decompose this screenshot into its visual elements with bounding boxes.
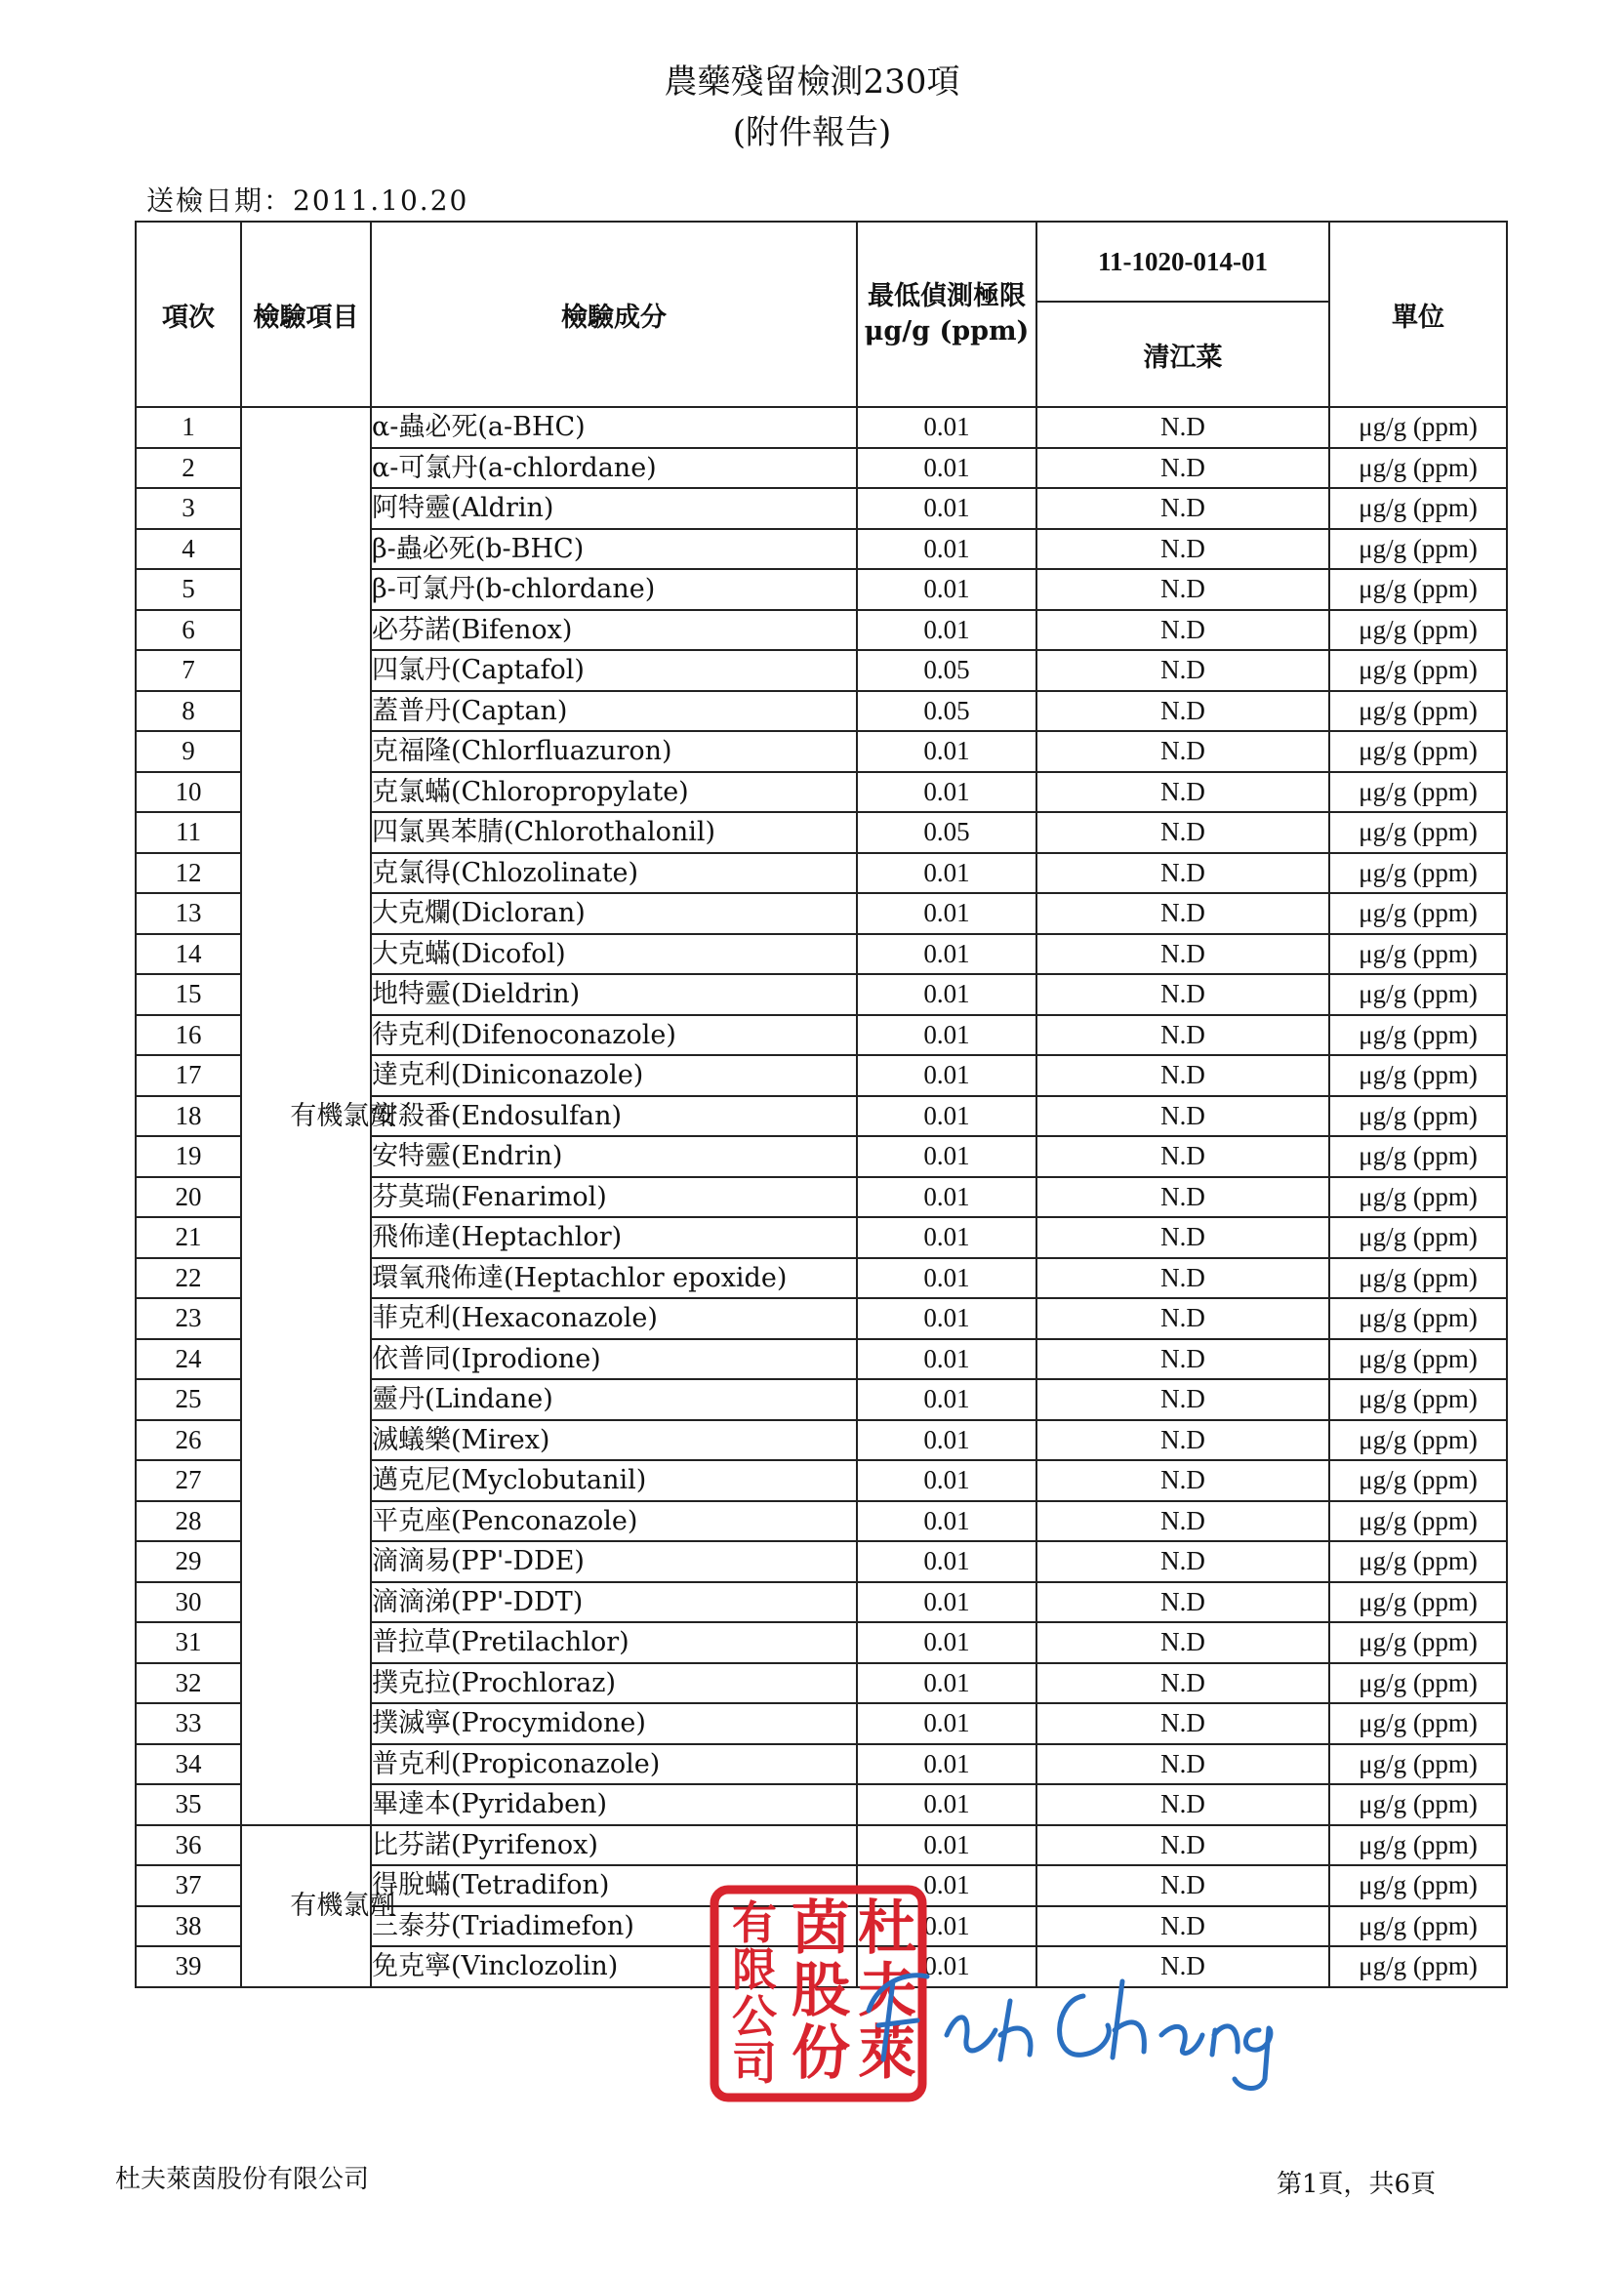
- row-component: 免克寧(Vinclozolin): [371, 1946, 857, 1987]
- row-lod: 0.01: [857, 934, 1036, 975]
- row-component: 滴滴易(PP'-DDE): [371, 1541, 857, 1582]
- row-unit: μg/g (ppm): [1329, 1420, 1507, 1461]
- row-item-no: 21: [136, 1217, 241, 1258]
- row-unit: μg/g (ppm): [1329, 407, 1507, 448]
- row-result: N.D: [1036, 488, 1329, 529]
- row-unit: μg/g (ppm): [1329, 893, 1507, 934]
- row-unit: μg/g (ppm): [1329, 1784, 1507, 1825]
- row-result: N.D: [1036, 610, 1329, 651]
- row-result: N.D: [1036, 1501, 1329, 1542]
- row-unit: μg/g (ppm): [1329, 1501, 1507, 1542]
- row-item-no: 35: [136, 1784, 241, 1825]
- row-unit: μg/g (ppm): [1329, 1825, 1507, 1866]
- header-lod: [857, 222, 1036, 407]
- svg-text:萊: 萊: [858, 2019, 916, 2088]
- report-subtitle: (附件報告): [732, 113, 892, 152]
- row-result: N.D: [1036, 1055, 1329, 1096]
- row-component: 平克座(Penconazole): [371, 1501, 857, 1542]
- row-item-no: 18: [136, 1096, 241, 1137]
- row-unit: μg/g (ppm): [1329, 1136, 1507, 1177]
- row-result: N.D: [1036, 1420, 1329, 1461]
- row-component: 飛佈達(Heptachlor): [371, 1217, 857, 1258]
- row-component: 阿特靈(Aldrin): [371, 488, 857, 529]
- row-component: 克氯得(Chlozolinate): [371, 853, 857, 894]
- row-item-no: 27: [136, 1460, 241, 1501]
- row-unit: μg/g (ppm): [1329, 569, 1507, 610]
- row-item-no: 1: [136, 407, 241, 448]
- row-result: N.D: [1036, 812, 1329, 853]
- row-item-no: 3: [136, 488, 241, 529]
- row-lod: 0.01: [857, 1582, 1036, 1623]
- row-item-no: 14: [136, 934, 241, 975]
- svg-text:杜: 杜: [858, 1895, 916, 1963]
- row-item-no: 6: [136, 610, 241, 651]
- row-unit: μg/g (ppm): [1329, 448, 1507, 489]
- row-result: N.D: [1036, 1339, 1329, 1380]
- row-lod: 0.05: [857, 812, 1036, 853]
- row-unit: μg/g (ppm): [1329, 1339, 1507, 1380]
- row-component: 靈丹(Lindane): [371, 1379, 857, 1420]
- row-item-no: 37: [136, 1865, 241, 1906]
- row-component: 環氧飛佈達(Heptachlor epoxide): [371, 1258, 857, 1299]
- row-lod: 0.01: [857, 529, 1036, 570]
- row-unit: μg/g (ppm): [1329, 853, 1507, 894]
- row-lod: 0.01: [857, 772, 1036, 813]
- row-result: N.D: [1036, 1096, 1329, 1137]
- row-unit: μg/g (ppm): [1329, 1096, 1507, 1137]
- row-component: 滴滴涕(PP'-DDT): [371, 1582, 857, 1623]
- row-lod: 0.01: [857, 893, 1036, 934]
- table-row: [136, 1825, 1507, 1866]
- svg-text:份: 份: [792, 2019, 850, 2088]
- row-unit: μg/g (ppm): [1329, 1946, 1507, 1987]
- row-result: N.D: [1036, 1379, 1329, 1420]
- row-item-no: 34: [136, 1744, 241, 1785]
- row-lod: 0.01: [857, 1379, 1036, 1420]
- row-component: 邁克尼(Myclobutanil): [371, 1460, 857, 1501]
- row-lod: 0.01: [857, 1906, 1036, 1947]
- row-unit: μg/g (ppm): [1329, 974, 1507, 1015]
- row-lod: 0.01: [857, 853, 1036, 894]
- row-result: N.D: [1036, 529, 1329, 570]
- row-unit: μg/g (ppm): [1329, 529, 1507, 570]
- signature: [839, 1942, 1308, 2099]
- row-item-no: 25: [136, 1379, 241, 1420]
- row-result: N.D: [1036, 772, 1329, 813]
- row-lod: 0.01: [857, 407, 1036, 448]
- row-component: β-蟲必死(b-BHC): [371, 529, 857, 570]
- row-lod: 0.01: [857, 1946, 1036, 1987]
- svg-text:股: 股: [792, 1957, 850, 2025]
- row-unit: μg/g (ppm): [1329, 488, 1507, 529]
- row-component: 普拉草(Pretilachlor): [371, 1622, 857, 1663]
- row-lod: 0.01: [857, 1541, 1036, 1582]
- row-component: 必芬諾(Bifenox): [371, 610, 857, 651]
- row-item-no: 13: [136, 893, 241, 934]
- row-result: N.D: [1036, 1946, 1329, 1987]
- row-unit: μg/g (ppm): [1329, 812, 1507, 853]
- row-item-no: 22: [136, 1258, 241, 1299]
- row-item-no: 17: [136, 1055, 241, 1096]
- row-result: N.D: [1036, 1825, 1329, 1866]
- row-unit: μg/g (ppm): [1329, 1379, 1507, 1420]
- row-result: N.D: [1036, 448, 1329, 489]
- header-component: 檢驗成分: [371, 222, 857, 407]
- row-component: 待克利(Difenoconazole): [371, 1015, 857, 1056]
- row-lod: 0.01: [857, 1865, 1036, 1906]
- row-lod: 0.01: [857, 1339, 1036, 1380]
- send-date: 送檢日期：2011.10.20: [146, 184, 469, 217]
- svg-text:有: 有: [732, 1896, 777, 1949]
- results-table: [135, 221, 1508, 1988]
- row-lod: 0.01: [857, 569, 1036, 610]
- row-lod: 0.01: [857, 1177, 1036, 1218]
- row-unit: μg/g (ppm): [1329, 1703, 1507, 1744]
- row-component: 安殺番(Endosulfan): [371, 1096, 857, 1137]
- row-unit: μg/g (ppm): [1329, 1177, 1507, 1218]
- row-component: 畢達本(Pyridaben): [371, 1784, 857, 1825]
- row-component: 普克利(Propiconazole): [371, 1744, 857, 1785]
- row-component: 達克利(Diniconazole): [371, 1055, 857, 1096]
- header-sample-name: 清江菜: [1036, 302, 1329, 407]
- row-lod: 0.01: [857, 1136, 1036, 1177]
- row-item-no: 2: [136, 448, 241, 489]
- row-item-no: 24: [136, 1339, 241, 1380]
- row-component: β-可氯丹(b-chlordane): [371, 569, 857, 610]
- row-unit: μg/g (ppm): [1329, 772, 1507, 813]
- row-component: 克氯蟎(Chloropropylate): [371, 772, 857, 813]
- row-component: 克福隆(Chlorfluazuron): [371, 731, 857, 772]
- row-unit: μg/g (ppm): [1329, 1217, 1507, 1258]
- row-lod: 0.01: [857, 1096, 1036, 1137]
- row-component: 安特靈(Endrin): [371, 1136, 857, 1177]
- row-item-no: 38: [136, 1906, 241, 1947]
- row-result: N.D: [1036, 1744, 1329, 1785]
- row-lod: 0.01: [857, 610, 1036, 651]
- row-lod: 0.01: [857, 1501, 1036, 1542]
- row-lod: 0.01: [857, 1420, 1036, 1461]
- row-result: N.D: [1036, 731, 1329, 772]
- header-lod-unit: μg/g (ppm): [864, 316, 1030, 346]
- row-item-no: 36: [136, 1825, 241, 1866]
- row-lod: 0.01: [857, 1703, 1036, 1744]
- row-result: N.D: [1036, 1663, 1329, 1704]
- row-component: 得脫蟎(Tetradifon): [371, 1865, 857, 1906]
- row-component: 芬莫瑞(Fenarimol): [371, 1177, 857, 1218]
- row-category-label: 有機氯劑: [290, 1891, 396, 1921]
- row-result: N.D: [1036, 1622, 1329, 1663]
- row-result: N.D: [1036, 934, 1329, 975]
- row-unit: μg/g (ppm): [1329, 1541, 1507, 1582]
- row-category: [241, 1825, 396, 1987]
- row-item-no: 10: [136, 772, 241, 813]
- row-item-no: 29: [136, 1541, 241, 1582]
- header-category: 檢驗項目: [241, 222, 371, 407]
- row-component: 依普同(Iprodione): [371, 1339, 857, 1380]
- row-item-no: 31: [136, 1622, 241, 1663]
- row-result: N.D: [1036, 1541, 1329, 1582]
- row-lod: 0.01: [857, 1744, 1036, 1785]
- row-unit: μg/g (ppm): [1329, 1460, 1507, 1501]
- row-item-no: 4: [136, 529, 241, 570]
- row-unit: μg/g (ppm): [1329, 650, 1507, 691]
- row-component: 菲克利(Hexaconazole): [371, 1298, 857, 1339]
- row-item-no: 16: [136, 1015, 241, 1056]
- row-lod: 0.01: [857, 1258, 1036, 1299]
- row-item-no: 30: [136, 1582, 241, 1623]
- row-item-no: 28: [136, 1501, 241, 1542]
- table-body: [136, 407, 1507, 1987]
- row-unit: μg/g (ppm): [1329, 610, 1507, 651]
- svg-text:茵: 茵: [792, 1895, 850, 1963]
- row-result: N.D: [1036, 853, 1329, 894]
- row-component: α-蟲必死(a-BHC): [371, 407, 857, 448]
- row-lod: 0.01: [857, 1055, 1036, 1096]
- row-component: 蓋普丹(Captan): [371, 691, 857, 732]
- row-component: 比芬諾(Pyrifenox): [371, 1825, 857, 1866]
- row-component: 地特靈(Dieldrin): [371, 974, 857, 1015]
- row-lod: 0.01: [857, 448, 1036, 489]
- row-result: N.D: [1036, 1177, 1329, 1218]
- row-result: N.D: [1036, 1865, 1329, 1906]
- row-component: 滅蟻樂(Mirex): [371, 1420, 857, 1461]
- row-lod: 0.05: [857, 691, 1036, 732]
- row-component: 三泰芬(Triadimefon): [371, 1906, 857, 1947]
- row-item-no: 12: [136, 853, 241, 894]
- row-unit: μg/g (ppm): [1329, 1055, 1507, 1096]
- row-item-no: 33: [136, 1703, 241, 1744]
- row-component: 四氯丹(Captafol): [371, 650, 857, 691]
- row-category: [241, 407, 396, 1825]
- row-lod: 0.01: [857, 974, 1036, 1015]
- row-lod: 0.01: [857, 1663, 1036, 1704]
- row-lod: 0.01: [857, 1825, 1036, 1866]
- row-lod: 0.01: [857, 488, 1036, 529]
- row-item-no: 39: [136, 1946, 241, 1987]
- row-lod: 0.01: [857, 1217, 1036, 1258]
- row-unit: μg/g (ppm): [1329, 1744, 1507, 1785]
- row-result: N.D: [1036, 974, 1329, 1015]
- row-result: N.D: [1036, 691, 1329, 732]
- row-component: 大克爛(Dicloran): [371, 893, 857, 934]
- header-sample-id: 11-1020-014-01: [1036, 222, 1329, 302]
- report-title: 農藥殘留檢測230項: [664, 62, 960, 102]
- row-component: α-可氯丹(a-chlordane): [371, 448, 857, 489]
- row-result: N.D: [1036, 569, 1329, 610]
- header-row-top: [136, 222, 1507, 302]
- row-result: N.D: [1036, 407, 1329, 448]
- row-unit: μg/g (ppm): [1329, 731, 1507, 772]
- svg-text:司: 司: [732, 2037, 777, 2090]
- row-result: N.D: [1036, 650, 1329, 691]
- row-result: N.D: [1036, 1298, 1329, 1339]
- row-unit: μg/g (ppm): [1329, 1015, 1507, 1056]
- row-component: 撲滅寧(Procymidone): [371, 1703, 857, 1744]
- svg-text:夫: 夫: [858, 1957, 916, 2025]
- row-unit: μg/g (ppm): [1329, 934, 1507, 975]
- row-item-no: 15: [136, 974, 241, 1015]
- row-component: 四氯異苯腈(Chlorothalonil): [371, 812, 857, 853]
- svg-text:公: 公: [732, 1990, 777, 2043]
- row-category-label: 有機氯劑: [290, 1100, 396, 1131]
- row-unit: μg/g (ppm): [1329, 691, 1507, 732]
- row-item-no: 19: [136, 1136, 241, 1177]
- row-unit: μg/g (ppm): [1329, 1298, 1507, 1339]
- row-lod: 0.05: [857, 650, 1036, 691]
- row-result: N.D: [1036, 1460, 1329, 1501]
- row-result: N.D: [1036, 1136, 1329, 1177]
- row-lod: 0.01: [857, 1298, 1036, 1339]
- row-item-no: 8: [136, 691, 241, 732]
- row-item-no: 11: [136, 812, 241, 853]
- row-lod: 0.01: [857, 1784, 1036, 1825]
- row-result: N.D: [1036, 1906, 1329, 1947]
- row-item-no: 32: [136, 1663, 241, 1704]
- row-result: N.D: [1036, 893, 1329, 934]
- table-row: [136, 407, 1507, 448]
- page-number: 第1頁，共6頁: [1277, 2170, 1437, 2199]
- row-unit: μg/g (ppm): [1329, 1258, 1507, 1299]
- header-item-no: 項次: [136, 222, 241, 407]
- row-item-no: 23: [136, 1298, 241, 1339]
- row-result: N.D: [1036, 1703, 1329, 1744]
- row-unit: μg/g (ppm): [1329, 1906, 1507, 1947]
- row-result: N.D: [1036, 1217, 1329, 1258]
- row-component: 大克蟎(Dicofol): [371, 934, 857, 975]
- row-lod: 0.01: [857, 1015, 1036, 1056]
- row-result: N.D: [1036, 1582, 1329, 1623]
- row-lod: 0.01: [857, 1622, 1036, 1663]
- header-lod-label: 最低偵測極限: [868, 281, 1026, 311]
- row-result: N.D: [1036, 1258, 1329, 1299]
- row-lod: 0.01: [857, 1460, 1036, 1501]
- row-item-no: 5: [136, 569, 241, 610]
- svg-text:限: 限: [732, 1943, 777, 1996]
- row-unit: μg/g (ppm): [1329, 1663, 1507, 1704]
- row-unit: μg/g (ppm): [1329, 1622, 1507, 1663]
- header-unit: 單位: [1329, 222, 1507, 407]
- row-result: N.D: [1036, 1784, 1329, 1825]
- row-item-no: 7: [136, 650, 241, 691]
- row-component: 撲克拉(Prochloraz): [371, 1663, 857, 1704]
- row-item-no: 9: [136, 731, 241, 772]
- row-item-no: 20: [136, 1177, 241, 1218]
- row-item-no: 26: [136, 1420, 241, 1461]
- row-lod: 0.01: [857, 731, 1036, 772]
- footer-company: 杜夫萊茵股份有限公司: [115, 2165, 370, 2194]
- row-unit: μg/g (ppm): [1329, 1865, 1507, 1906]
- row-result: N.D: [1036, 1015, 1329, 1056]
- row-unit: μg/g (ppm): [1329, 1582, 1507, 1623]
